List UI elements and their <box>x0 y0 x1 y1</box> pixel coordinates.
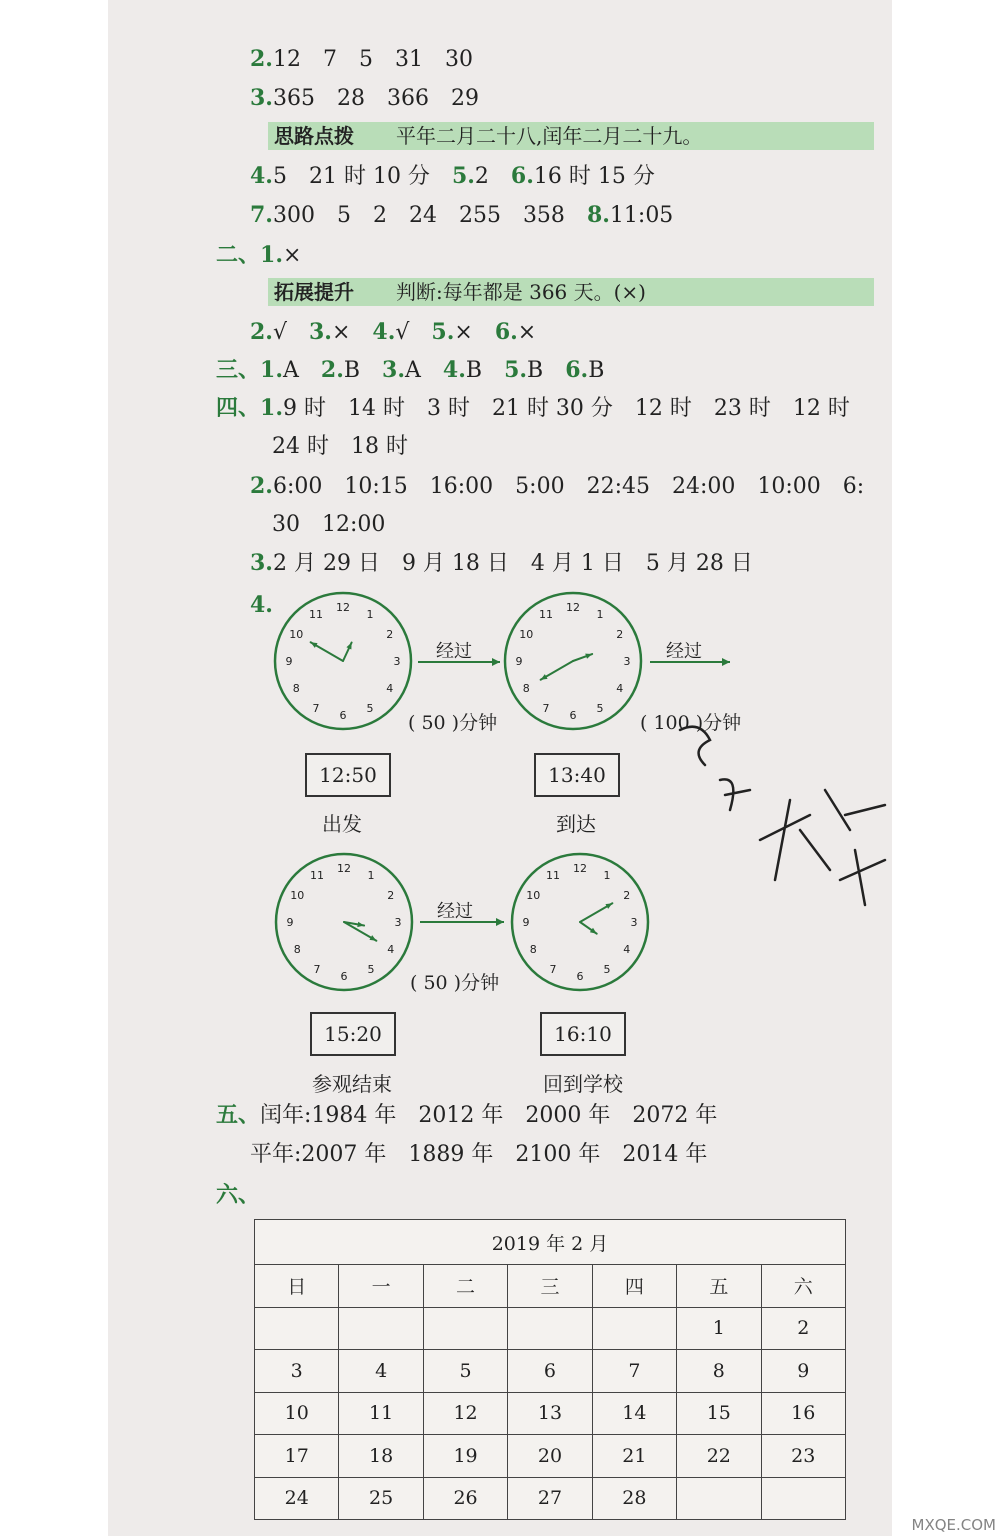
answer-line: 2.12 7 5 31 30 <box>250 46 473 72</box>
clock-numeral: 6 <box>339 709 347 722</box>
tip-label: 思路点拨 <box>274 124 354 148</box>
clock-numeral: 8 <box>522 682 530 695</box>
answer-line: 30 12:00 <box>272 512 386 537</box>
calendar-week-row <box>255 1392 846 1435</box>
clock-numeral: 7 <box>542 701 550 715</box>
calendar-day-cell <box>592 1307 676 1350</box>
tip-content: 平年二月二十八,闰年二月二十九。 <box>396 124 703 148</box>
clock-numeral: 9 <box>515 655 523 668</box>
calendar-day-cell: 8 <box>677 1350 761 1393</box>
time-box: 12:50 <box>305 753 391 797</box>
calendar-day-cell: 12 <box>423 1392 507 1435</box>
time-box: 13:40 <box>534 753 620 797</box>
calendar-week-row <box>255 1435 846 1478</box>
weekday-header: 二 <box>423 1265 507 1308</box>
clock-numeral: 3 <box>393 655 401 668</box>
calendar-day-cell: 16 <box>761 1392 845 1435</box>
arrow-head <box>496 918 504 926</box>
clock-numeral: 9 <box>285 655 293 668</box>
clock-numeral: 4 <box>387 943 395 956</box>
calendar-day-cell: 2 <box>761 1307 845 1350</box>
clock-numeral: 3 <box>630 916 638 929</box>
calendar-day-cell: 20 <box>508 1435 592 1478</box>
calendar-week-row <box>255 1307 846 1350</box>
calendar-day-cell: 27 <box>508 1477 592 1520</box>
calendar-day-cell <box>255 1307 339 1350</box>
calendar-day-cell: 10 <box>255 1392 339 1435</box>
duration-answer: ( 100 )分钟 <box>640 712 742 734</box>
calendar-day-cell: 21 <box>592 1435 676 1478</box>
clock-numeral: 6 <box>569 709 577 722</box>
calendar-day-cell: 11 <box>339 1392 423 1435</box>
clock-numeral: 5 <box>366 701 374 715</box>
calendar-day-cell <box>508 1307 592 1350</box>
answer-line: 2.√ 3.× 4.√ 5.× 6.× <box>250 319 537 345</box>
section-five: 五、闰年:1984 年 2012 年 2000 年 2072 年 <box>216 1102 718 1128</box>
clock-numeral: 11 <box>309 608 323 622</box>
clock-numeral: 1 <box>596 608 604 622</box>
clock-numeral: 4 <box>616 682 624 695</box>
tip-label: 拓展提升 <box>274 280 354 304</box>
calendar-table <box>254 1219 846 1520</box>
clock-numeral: 11 <box>539 608 553 622</box>
clock-numeral: 6 <box>576 970 584 983</box>
weekday-header: 三 <box>508 1265 592 1308</box>
calendar-day-cell: 7 <box>592 1350 676 1393</box>
calendar-day-cell: 14 <box>592 1392 676 1435</box>
answer-line: 3.365 28 366 29 <box>250 85 479 111</box>
time-box: 15:20 <box>310 1012 396 1056</box>
answer-line: 4.5 21 时 10 分 5.2 6.16 时 15 分 <box>250 163 655 189</box>
arrow-label: 经过 <box>437 901 473 922</box>
answer-line: 2.6:00 10:15 16:00 5:00 22:45 24:00 10:00 6: <box>250 473 865 499</box>
calendar-week-row <box>255 1477 846 1520</box>
clock-numeral: 9 <box>522 916 530 929</box>
hand-tip <box>585 654 592 659</box>
clock-numeral: 1 <box>366 608 374 622</box>
clock-numeral: 2 <box>616 628 624 641</box>
clock-numeral: 1 <box>603 869 611 883</box>
calendar-day-cell: 23 <box>761 1435 845 1478</box>
tip-content: 判断:每年都是 366 天。(×) <box>396 280 646 304</box>
calendar-day-cell <box>677 1477 761 1520</box>
arrow-label: 经过 <box>436 641 472 662</box>
clock-numeral: 2 <box>386 628 394 641</box>
calendar-day-cell: 25 <box>339 1477 423 1520</box>
weekday-header: 五 <box>677 1265 761 1308</box>
clock-numeral: 2 <box>387 889 395 902</box>
clock-caption: 到达 <box>556 812 596 836</box>
clock-numeral: 1 <box>367 869 375 883</box>
calendar-day-cell <box>423 1307 507 1350</box>
calendar-day-cell: 18 <box>339 1435 423 1478</box>
clock-numeral: 5 <box>367 962 375 976</box>
calendar-day-cell: 17 <box>255 1435 339 1478</box>
calendar-day-cell: 3 <box>255 1350 339 1393</box>
clock-caption: 参观结束 <box>312 1072 392 1096</box>
clock-numeral: 7 <box>312 701 320 715</box>
duration-answer: ( 50 )分钟 <box>410 972 500 994</box>
calendar-day-cell: 19 <box>423 1435 507 1478</box>
clock-numeral: 10 <box>519 628 534 641</box>
answer-line: 平年:2007 年 1889 年 2100 年 2014 年 <box>250 1142 708 1167</box>
calendar-day-cell: 1 <box>677 1307 761 1350</box>
clock-numeral: 8 <box>529 943 537 956</box>
clock-numeral: 8 <box>293 943 301 956</box>
watermark-text: MXQE.COM <box>911 1516 996 1534</box>
clock-numeral: 4 <box>386 682 394 695</box>
arrow-head <box>722 658 730 666</box>
section-four: 四、1.9 时 14 时 3 时 21 时 30 分 12 时 23 时 12 时 <box>216 395 850 421</box>
weekday-header: 日 <box>255 1265 339 1308</box>
calendar-day-cell: 6 <box>508 1350 592 1393</box>
calendar-title: 2019 年 2 月 <box>255 1220 846 1265</box>
clock-numeral: 5 <box>603 962 611 976</box>
clock-numeral: 9 <box>286 916 294 929</box>
calendar-day-cell <box>339 1307 423 1350</box>
arrow-head <box>492 658 500 666</box>
calendar-day-cell: 24 <box>255 1477 339 1520</box>
section-six: 六、 <box>216 1182 261 1208</box>
calendar-day-cell: 26 <box>423 1477 507 1520</box>
weekday-header: 六 <box>761 1265 845 1308</box>
clock-numeral: 12 <box>573 862 587 875</box>
calendar-day-cell: 13 <box>508 1392 592 1435</box>
clock-numeral: 4 <box>623 943 631 956</box>
clock-caption: 回到学校 <box>543 1072 623 1096</box>
clock-numeral: 3 <box>623 655 631 668</box>
answer-line: 7.300 5 2 24 255 358 8.11:05 <box>250 202 674 228</box>
clock-numeral: 7 <box>313 962 321 976</box>
clock-numeral: 12 <box>337 862 351 875</box>
clock-numeral: 3 <box>394 916 402 929</box>
answer-line: 24 时 18 时 <box>272 434 408 459</box>
clock-caption: 出发 <box>322 812 362 836</box>
calendar-week-row <box>255 1350 846 1393</box>
handwriting-scribble <box>650 720 890 920</box>
clock-numeral: 10 <box>290 889 305 902</box>
clock-numeral: 6 <box>340 970 348 983</box>
weekday-header: 四 <box>592 1265 676 1308</box>
section-two: 二、1.× <box>216 242 302 268</box>
arrow-label: 经过 <box>666 641 702 662</box>
calendar-day-cell: 22 <box>677 1435 761 1478</box>
clock-numeral: 11 <box>546 869 560 883</box>
calendar-day-cell: 15 <box>677 1392 761 1435</box>
answer-line: 3.2 月 29 日 9 月 18 日 4 月 1 日 5 月 28 日 <box>250 550 753 576</box>
calendar-day-cell: 4 <box>339 1350 423 1393</box>
clock-numeral: 8 <box>292 682 300 695</box>
clock-numeral: 11 <box>310 869 324 883</box>
clock-numeral: 7 <box>549 962 557 976</box>
clock-numeral: 10 <box>526 889 541 902</box>
clock-numeral: 2 <box>623 889 631 902</box>
calendar-day-cell: 28 <box>592 1477 676 1520</box>
time-box: 16:10 <box>540 1012 626 1056</box>
clock-numeral: 10 <box>289 628 304 641</box>
section-three: 三、1.A 2.B 3.A 4.B 5.B 6.B <box>216 357 605 383</box>
clock-numeral: 12 <box>336 601 350 614</box>
calendar-day-cell: 5 <box>423 1350 507 1393</box>
clock-numeral: 5 <box>596 701 604 715</box>
weekday-header: 一 <box>339 1265 423 1308</box>
answer-line: 4. <box>250 592 273 618</box>
calendar-day-cell <box>761 1477 845 1520</box>
duration-answer: ( 50 )分钟 <box>408 712 498 734</box>
clock-numeral: 12 <box>566 601 580 614</box>
calendar-day-cell: 9 <box>761 1350 845 1393</box>
